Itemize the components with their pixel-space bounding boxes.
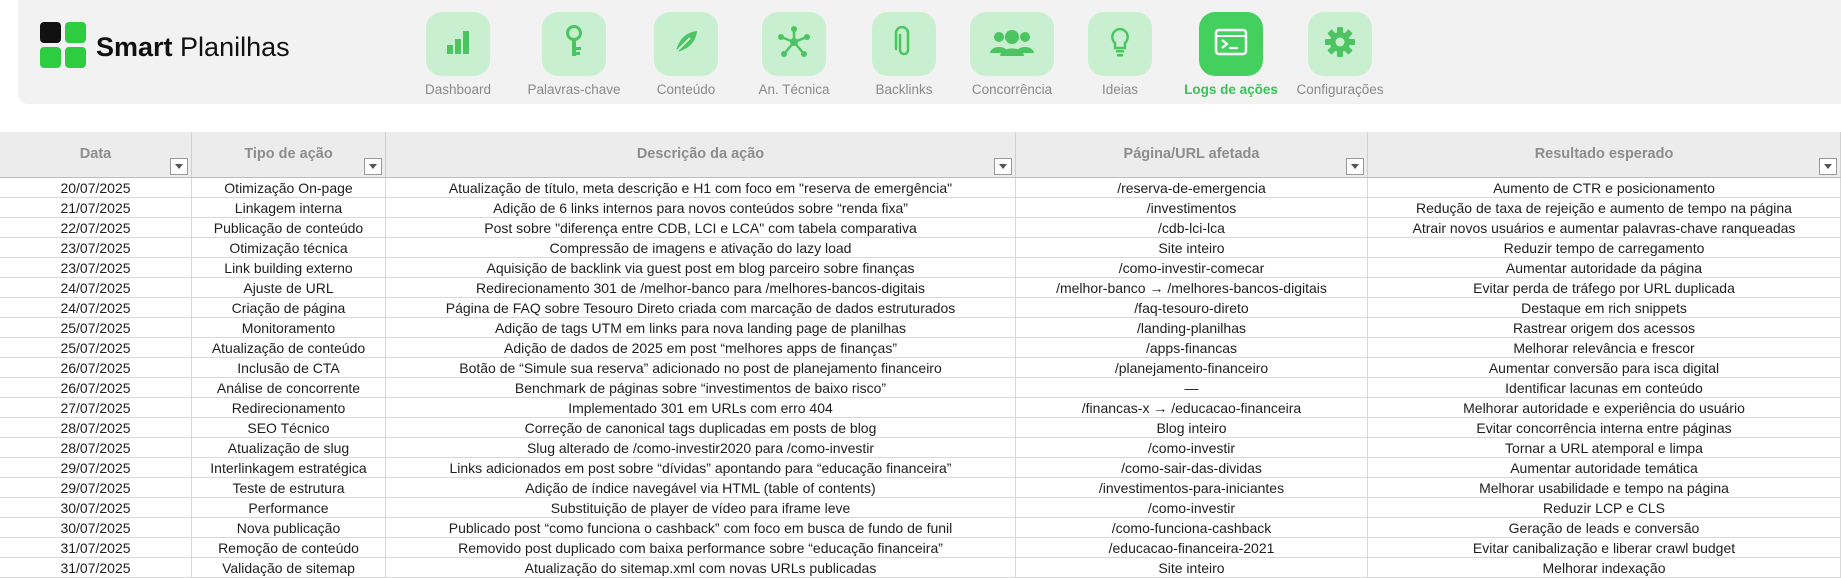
cell-tipo[interactable]: Monitoramento: [192, 318, 386, 338]
column-header-resultado: Resultado esperado: [1368, 132, 1841, 178]
cell-data[interactable]: 31/07/2025: [0, 538, 192, 558]
table-row: [0, 258, 1841, 278]
cell-data[interactable]: 25/07/2025: [0, 318, 192, 338]
table-row: [0, 438, 1841, 458]
nav-configuracoes[interactable]: [1280, 12, 1400, 97]
network-icon: [777, 25, 811, 64]
bar-chart-icon: [443, 27, 473, 62]
cell-data[interactable]: 26/07/2025: [0, 358, 192, 378]
cell-resultado[interactable]: Evitar canibalização e liberar crawl budget: [1368, 538, 1841, 558]
chevron-down-icon: [1824, 164, 1832, 170]
column-header-data: Data: [0, 132, 192, 178]
nav-an-tecnica[interactable]: [734, 12, 854, 97]
lightbulb-icon: [1108, 26, 1132, 63]
cell-data[interactable]: 23/07/2025: [0, 238, 192, 258]
table-row: [0, 518, 1841, 538]
cell-descricao[interactable]: Slug alterado de /como-investir2020 para /como-investir: [386, 438, 1016, 458]
cell-tipo[interactable]: SEO Técnico: [192, 418, 386, 438]
cell-tipo[interactable]: Validação de sitemap: [192, 558, 386, 578]
nav-label: Palavras-chave: [527, 82, 621, 97]
cell-data[interactable]: 29/07/2025: [0, 478, 192, 498]
table-row: [0, 458, 1841, 478]
cell-tipo[interactable]: Nova publicação: [192, 518, 386, 538]
cell-descricao[interactable]: Links adicionados em post sobre “dívidas” apontando para “educação financeira”: [386, 458, 1016, 478]
cell-descricao[interactable]: Adição de tags UTM em links para nova landing page de planilhas: [386, 318, 1016, 338]
cell-data[interactable]: 20/07/2025: [0, 178, 192, 198]
table-row: [0, 198, 1841, 218]
cell-data[interactable]: 30/07/2025: [0, 518, 192, 538]
cell-pagina[interactable]: /apps-financas: [1016, 338, 1368, 358]
chevron-down-icon: [175, 164, 183, 170]
brand-name: Smart Planilhas: [96, 32, 290, 62]
cell-data[interactable]: 23/07/2025: [0, 258, 192, 278]
cell-pagina[interactable]: /educacao-financeira-2021: [1016, 538, 1368, 558]
cell-resultado[interactable]: Aumentar conversão para isca digital: [1368, 358, 1841, 378]
column-header-pagina: Página/URL afetada: [1016, 132, 1368, 178]
cell-descricao[interactable]: Botão de “Simule sua reserva” adicionado no post de planejamento financeiro: [386, 358, 1016, 378]
filter-dropdown-button[interactable]: [364, 158, 382, 175]
filter-dropdown-button[interactable]: [1346, 158, 1364, 175]
cell-data[interactable]: 26/07/2025: [0, 378, 192, 398]
chevron-down-icon: [369, 164, 377, 170]
cell-tipo[interactable]: Atualização de slug: [192, 438, 386, 458]
filter-dropdown-button[interactable]: [1819, 158, 1837, 175]
table-row: [0, 558, 1841, 578]
cell-pagina[interactable]: /financas-x → /educacao-financeira: [1016, 398, 1368, 418]
nav-concorrencia[interactable]: [952, 12, 1072, 97]
cell-data[interactable]: 24/07/2025: [0, 278, 192, 298]
cell-descricao[interactable]: Post sobre "diferença entre CDB, LCI e LCA" com tabela comparativa: [386, 218, 1016, 238]
cell-pagina[interactable]: /como-investir: [1016, 498, 1368, 518]
cell-descricao[interactable]: Publicado post “como funciona o cashback” com foco em busca de fundo de funil: [386, 518, 1016, 538]
cell-data[interactable]: 27/07/2025: [0, 398, 192, 418]
cell-data[interactable]: 28/07/2025: [0, 438, 192, 458]
nav-label: Ideias: [1101, 82, 1139, 97]
chevron-down-icon: [999, 164, 1007, 170]
cell-tipo[interactable]: Criação de página: [192, 298, 386, 318]
table-row: [0, 378, 1841, 398]
feather-icon: [670, 26, 702, 63]
cell-resultado[interactable]: Redução de taxa de rejeição e aumento de tempo na página: [1368, 198, 1841, 218]
cell-pagina[interactable]: —: [1016, 378, 1368, 398]
cell-data[interactable]: 31/07/2025: [0, 558, 192, 578]
cell-tipo[interactable]: Link building externo: [192, 258, 386, 278]
nav-label: Conteúdo: [656, 82, 716, 97]
cell-descricao[interactable]: Implementado 301 em URLs com erro 404: [386, 398, 1016, 418]
nav-label: Backlinks: [875, 82, 933, 97]
cell-resultado[interactable]: Reduzir LCP e CLS: [1368, 498, 1841, 518]
cell-resultado[interactable]: Melhorar usabilidade e tempo na página: [1368, 478, 1841, 498]
cell-pagina[interactable]: /como-investir: [1016, 438, 1368, 458]
table-row: [0, 278, 1841, 298]
nav-dashboard[interactable]: [398, 12, 518, 97]
cell-pagina[interactable]: /investimentos: [1016, 198, 1368, 218]
nav-label: An. Técnica: [758, 82, 830, 97]
cell-pagina[interactable]: Site inteiro: [1016, 558, 1368, 578]
cell-pagina[interactable]: /landing-planilhas: [1016, 318, 1368, 338]
cell-descricao[interactable]: Removido post duplicado com baixa performance sobre “educação financeira”: [386, 538, 1016, 558]
table-row: [0, 298, 1841, 318]
cell-descricao[interactable]: Adição de índice navegável via HTML (table of contents): [386, 478, 1016, 498]
cell-resultado[interactable]: Geração de leads e conversão: [1368, 518, 1841, 538]
cell-tipo[interactable]: Otimização técnica: [192, 238, 386, 258]
cell-data[interactable]: 28/07/2025: [0, 418, 192, 438]
cell-tipo[interactable]: Ajuste de URL: [192, 278, 386, 298]
cell-data[interactable]: 22/07/2025: [0, 218, 192, 238]
cell-resultado[interactable]: Reduzir tempo de carregamento: [1368, 238, 1841, 258]
users-icon: [989, 27, 1035, 62]
nav-conteudo[interactable]: [626, 12, 746, 97]
cell-pagina[interactable]: /cdb-lci-lca: [1016, 218, 1368, 238]
cell-descricao[interactable]: Benchmark de páginas sobre “investimentos de baixo risco”: [386, 378, 1016, 398]
cell-pagina[interactable]: Site inteiro: [1016, 238, 1368, 258]
cell-tipo[interactable]: Análise de concorrente: [192, 378, 386, 398]
cell-data[interactable]: 24/07/2025: [0, 298, 192, 318]
cell-resultado[interactable]: Aumentar autoridade da página: [1368, 258, 1841, 278]
top-navigation-bar: [18, 0, 1841, 104]
cell-resultado[interactable]: Aumentar autoridade temática: [1368, 458, 1841, 478]
cell-resultado[interactable]: Melhorar relevância e frescor: [1368, 338, 1841, 358]
column-header-descricao: Descrição da ação: [386, 132, 1016, 178]
cell-tipo[interactable]: Performance: [192, 498, 386, 518]
nav-label: Logs de ações: [1184, 82, 1278, 97]
gear-icon: [1323, 25, 1357, 64]
nav-palavras-chave[interactable]: [514, 12, 634, 97]
table-row: [0, 338, 1841, 358]
cell-tipo[interactable]: Remoção de conteúdo: [192, 538, 386, 558]
smart-planilhas-logo-icon: [40, 22, 88, 70]
cell-pagina[interactable]: /planejamento-financeiro: [1016, 358, 1368, 378]
cell-resultado[interactable]: Atrair novos usuários e aumentar palavras-chave ranqueadas: [1368, 218, 1841, 238]
cell-resultado[interactable]: Tornar a URL atemporal e limpa: [1368, 438, 1841, 458]
cell-tipo[interactable]: Redirecionamento: [192, 398, 386, 418]
cell-descricao[interactable]: Adição de dados de 2025 em post “melhores apps de finanças”: [386, 338, 1016, 358]
cell-data[interactable]: 21/07/2025: [0, 198, 192, 218]
table-row: [0, 358, 1841, 378]
chevron-down-icon: [1351, 164, 1359, 170]
cell-descricao[interactable]: Atualização de título, meta descrição e H1 com foco em "reserva de emergência": [386, 178, 1016, 198]
cell-descricao[interactable]: Correção de canonical tags duplicadas em posts de blog: [386, 418, 1016, 438]
filter-dropdown-button[interactable]: [994, 158, 1012, 175]
table-row: [0, 538, 1841, 558]
table-body: [0, 178, 1841, 578]
nav-logs-de-acoes[interactable]: [1171, 12, 1291, 97]
key-icon: [559, 25, 589, 64]
cell-descricao[interactable]: Adição de 6 links internos para novos conteúdos sobre “renda fixa”: [386, 198, 1016, 218]
cell-tipo[interactable]: Inclusão de CTA: [192, 358, 386, 378]
cell-pagina[interactable]: /como-investir-comecar: [1016, 258, 1368, 278]
cell-descricao[interactable]: Aquisição de backlink via guest post em blog parceiro sobre finanças: [386, 258, 1016, 278]
filter-dropdown-button[interactable]: [170, 158, 188, 175]
cell-tipo[interactable]: Teste de estrutura: [192, 478, 386, 498]
cell-resultado[interactable]: Aumento de CTR e posicionamento: [1368, 178, 1841, 198]
paperclip-icon: [891, 26, 917, 63]
cell-descricao[interactable]: Substituição de player de vídeo para iframe leve: [386, 498, 1016, 518]
cell-descricao[interactable]: Compressão de imagens e ativação do lazy load: [386, 238, 1016, 258]
cell-pagina[interactable]: /reserva-de-emergencia: [1016, 178, 1368, 198]
column-header-tipo: Tipo de ação: [192, 132, 386, 178]
nav-backlinks[interactable]: [844, 12, 964, 97]
table-row: [0, 178, 1841, 198]
cell-data[interactable]: 25/07/2025: [0, 338, 192, 358]
table-row: [0, 398, 1841, 418]
table-row: [0, 238, 1841, 258]
nav-label: Concorrência: [971, 82, 1053, 97]
cell-tipo[interactable]: Linkagem interna: [192, 198, 386, 218]
cell-resultado[interactable]: Rastrear origem dos acessos: [1368, 318, 1841, 338]
cell-tipo[interactable]: Interlinkagem estratégica: [192, 458, 386, 478]
cell-tipo[interactable]: Publicação de conteúdo: [192, 218, 386, 238]
cell-resultado[interactable]: Melhorar autoridade e experiência do usuário: [1368, 398, 1841, 418]
cell-data[interactable]: 30/07/2025: [0, 498, 192, 518]
cell-resultado[interactable]: Identificar lacunas em conteúdo: [1368, 378, 1841, 398]
cell-pagina[interactable]: /como-sair-das-dividas: [1016, 458, 1368, 478]
table-row: [0, 418, 1841, 438]
cell-pagina[interactable]: /faq-tesouro-direto: [1016, 298, 1368, 318]
table-row: [0, 218, 1841, 238]
cell-tipo[interactable]: Otimização On-page: [192, 178, 386, 198]
cell-resultado[interactable]: Evitar concorrência interna entre páginas: [1368, 418, 1841, 438]
cell-pagina[interactable]: Blog inteiro: [1016, 418, 1368, 438]
cell-descricao[interactable]: Página de FAQ sobre Tesouro Direto criada com marcação de dados estruturados: [386, 298, 1016, 318]
cell-data[interactable]: 29/07/2025: [0, 458, 192, 478]
nav-label: Dashboard: [424, 82, 492, 97]
cell-resultado[interactable]: Evitar perda de tráfego por URL duplicada: [1368, 278, 1841, 298]
terminal-icon: [1214, 28, 1248, 61]
cell-pagina[interactable]: /melhor-banco → /melhores-bancos-digitais: [1016, 278, 1368, 298]
nav-label: Configurações: [1296, 82, 1384, 97]
cell-resultado[interactable]: Destaque em rich snippets: [1368, 298, 1841, 318]
cell-pagina[interactable]: /como-funciona-cashback: [1016, 518, 1368, 538]
nav-ideias[interactable]: [1060, 12, 1180, 97]
table-row: [0, 498, 1841, 518]
cell-descricao[interactable]: Atualização do sitemap.xml com novas URLs publicadas: [386, 558, 1016, 578]
table-row: [0, 478, 1841, 498]
cell-pagina[interactable]: /investimentos-para-iniciantes: [1016, 478, 1368, 498]
cell-descricao[interactable]: Redirecionamento 301 de /melhor-banco para /melhores-bancos-digitais: [386, 278, 1016, 298]
cell-tipo[interactable]: Atualização de conteúdo: [192, 338, 386, 358]
table-row: [0, 318, 1841, 338]
cell-resultado[interactable]: Melhorar indexação: [1368, 558, 1841, 578]
